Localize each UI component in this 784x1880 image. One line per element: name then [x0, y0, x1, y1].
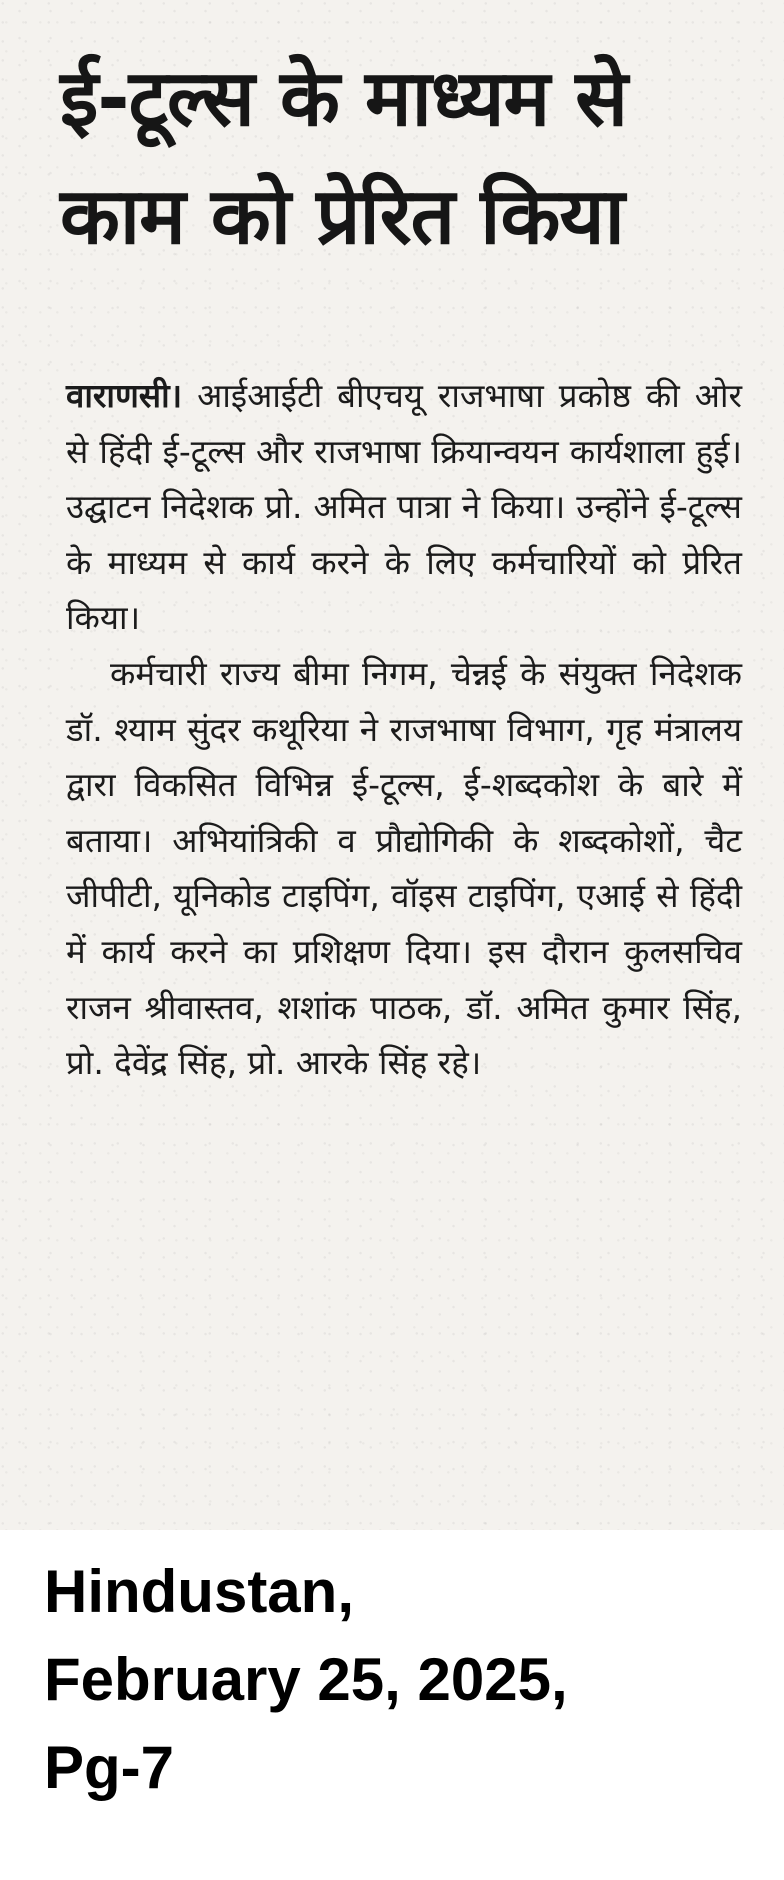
dateline: वाराणसी। [66, 376, 183, 415]
publication-name: Hindustan, [44, 1558, 354, 1625]
headline-line-1: ई-टूल्स के माध्यम से [60, 54, 627, 144]
article-paragraph-2: कर्मचारी राज्य बीमा निगम, चेन्नई के संयुक्त निदेशक डॉ. श्याम सुंदर कथूरिया ने राजभाषा विभाग, गृह मंत्रालय द्वारा विकसित विभिन्न ई-टूल्स, ई-शब्दकोश के बारे में बताया। अभियांत्रिकी व प्रौद्योगिकी के शब्दकोशों, चैट जीपीटी, यूनिकोड टाइपिंग, वॉइस टाइपिंग, एआई से हिंदी में कार्य करने का प्रशिक्षण दिया। इस दौरान कुलसचिव राजन श्रीवास्तव, शशांक पाठक, डॉ. अमित कुमार सिंह, प्रो. देवेंद्र सिंह, प्रो. आरके सिंह रहे। [66, 653, 742, 1083]
headline [60, 40, 750, 276]
article-paragraph-1 [66, 368, 742, 646]
source-caption [44, 1548, 764, 1812]
paragraph-1-text: आईआईटी बीएचयू राजभाषा प्रकोष्ठ की ओर से हिंदी ई-टूल्स और राजभाषा क्रियान्वयन कार्यशाला हुई। उद्घाटन निदेशक प्रो. अमित पात्रा ने किया। उन्होंने ई-टूल्स के माध्यम से कार्य करने के लिए कर्मचारियों को प्रेरित किया। [66, 376, 742, 638]
headline-line-2: काम को प्रेरित किया [60, 172, 624, 262]
publication-date: February 25, 2025, [44, 1646, 568, 1713]
page-number: Pg-7 [44, 1734, 175, 1801]
article-body [66, 368, 742, 1091]
